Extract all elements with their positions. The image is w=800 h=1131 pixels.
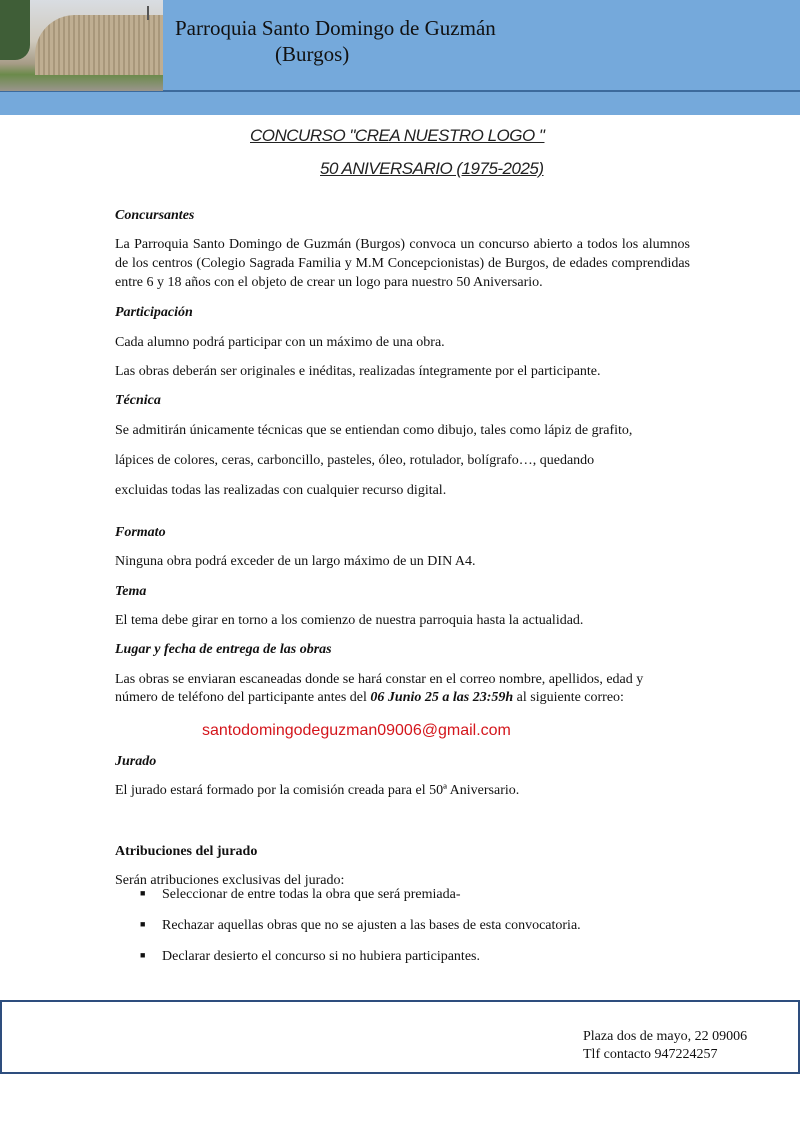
bullet-icon: ■	[140, 919, 146, 929]
paragraph-tema: El tema debe girar en torno a los comienzo de nuestra parroquia hasta la actualidad.	[115, 613, 584, 628]
cross-icon	[147, 6, 149, 20]
list-item	[140, 949, 480, 965]
deadline: 06 Junio 25 a las 23:59h	[370, 690, 514, 705]
heading-participacion: Participación	[115, 305, 193, 320]
lugar-text-c: al siguiente correo:	[513, 690, 624, 705]
heading-jurado: Jurado	[115, 754, 157, 769]
tecnica-line-3: excluidas todas las realizadas con cualquier recurso digital.	[115, 483, 447, 498]
heading-tema: Tema	[115, 584, 147, 599]
footer-phone: Tlf contacto 947224257	[583, 1047, 718, 1062]
heading-atribuciones: Atribuciones del jurado	[115, 844, 258, 859]
bullet-icon: ■	[140, 950, 146, 960]
parish-title: Parroquia Santo Domingo de Guzmán	[175, 16, 496, 40]
paragraph-participacion-1: Cada alumno podrá participar con un máximo de una obra.	[115, 335, 445, 350]
contact-email-link[interactable]: santodomingodeguzman09006@gmail.com	[202, 722, 511, 739]
lugar-line-2	[115, 688, 690, 707]
heading-concursantes: Concursantes	[115, 208, 195, 223]
footer-contact	[583, 1028, 747, 1064]
church-photo	[0, 0, 163, 91]
footer-address: Plaza dos de mayo, 22 09006	[583, 1029, 748, 1044]
paragraph-concursantes: La Parroquia Santo Domingo de Guzmán (Burgos) convoca un concurso abierto a todos los alumnos de los centros (Colegio Sagrada Familia y M.M Concepcionistas) de Burgos, de edades comprendidas entre 6 y 18 años con el objeto de crear un logo para nuestro 50 Aniversario.	[115, 237, 690, 290]
tecnica-line-1: Se admitirán únicamente técnicas que se entiendan como dibujo, tales como lápiz de grafito,	[115, 423, 633, 438]
parish-subtitle: (Burgos)	[275, 42, 350, 66]
paragraph-atribuciones: Serán atribuciones exclusivas del jurado:	[115, 873, 345, 888]
lugar-text-a: número de teléfono del participante antes del	[115, 690, 371, 705]
paragraph-jurado: El jurado estará formado por la comisión creada para el 50ª Aniversario.	[115, 783, 520, 798]
tree	[0, 0, 30, 60]
tecnica-line-2: lápices de colores, ceras, carboncillo, pasteles, óleo, rotulador, bolígrafo…, quedando	[115, 453, 595, 468]
list-item	[140, 887, 461, 903]
paragraph-formato: Ninguna obra podrá exceder de un largo máximo de un DIN A4.	[115, 554, 476, 569]
contest-title: CONCURSO "CREA NUESTRO LOGO "	[250, 126, 545, 145]
list-item-text: Seleccionar de entre todas la obra que será premiada-	[162, 887, 461, 902]
church-building	[35, 15, 163, 75]
paragraph-participacion-2: Las obras deberán ser originales e inéditas, realizadas íntegramente por el participante.	[115, 364, 601, 379]
heading-formato: Formato	[115, 525, 166, 540]
list-item-text: Rechazar aquellas obras que no se ajusten a las bases de esta convocatoria.	[162, 918, 581, 933]
anniversary-title: 50 ANIVERSARIO (1975-2025)	[320, 159, 544, 178]
lugar-line-1: Las obras se enviaran escaneadas donde se hará constar en el correo nombre, apellidos, edad y	[115, 672, 644, 687]
heading-tecnica: Técnica	[115, 393, 161, 408]
bullet-icon: ■	[140, 888, 146, 898]
list-item	[140, 918, 581, 934]
list-item-text: Declarar desierto el concurso si no hubiera participantes.	[162, 949, 480, 964]
heading-lugar-fecha: Lugar y fecha de entrega de las obras	[115, 642, 332, 657]
